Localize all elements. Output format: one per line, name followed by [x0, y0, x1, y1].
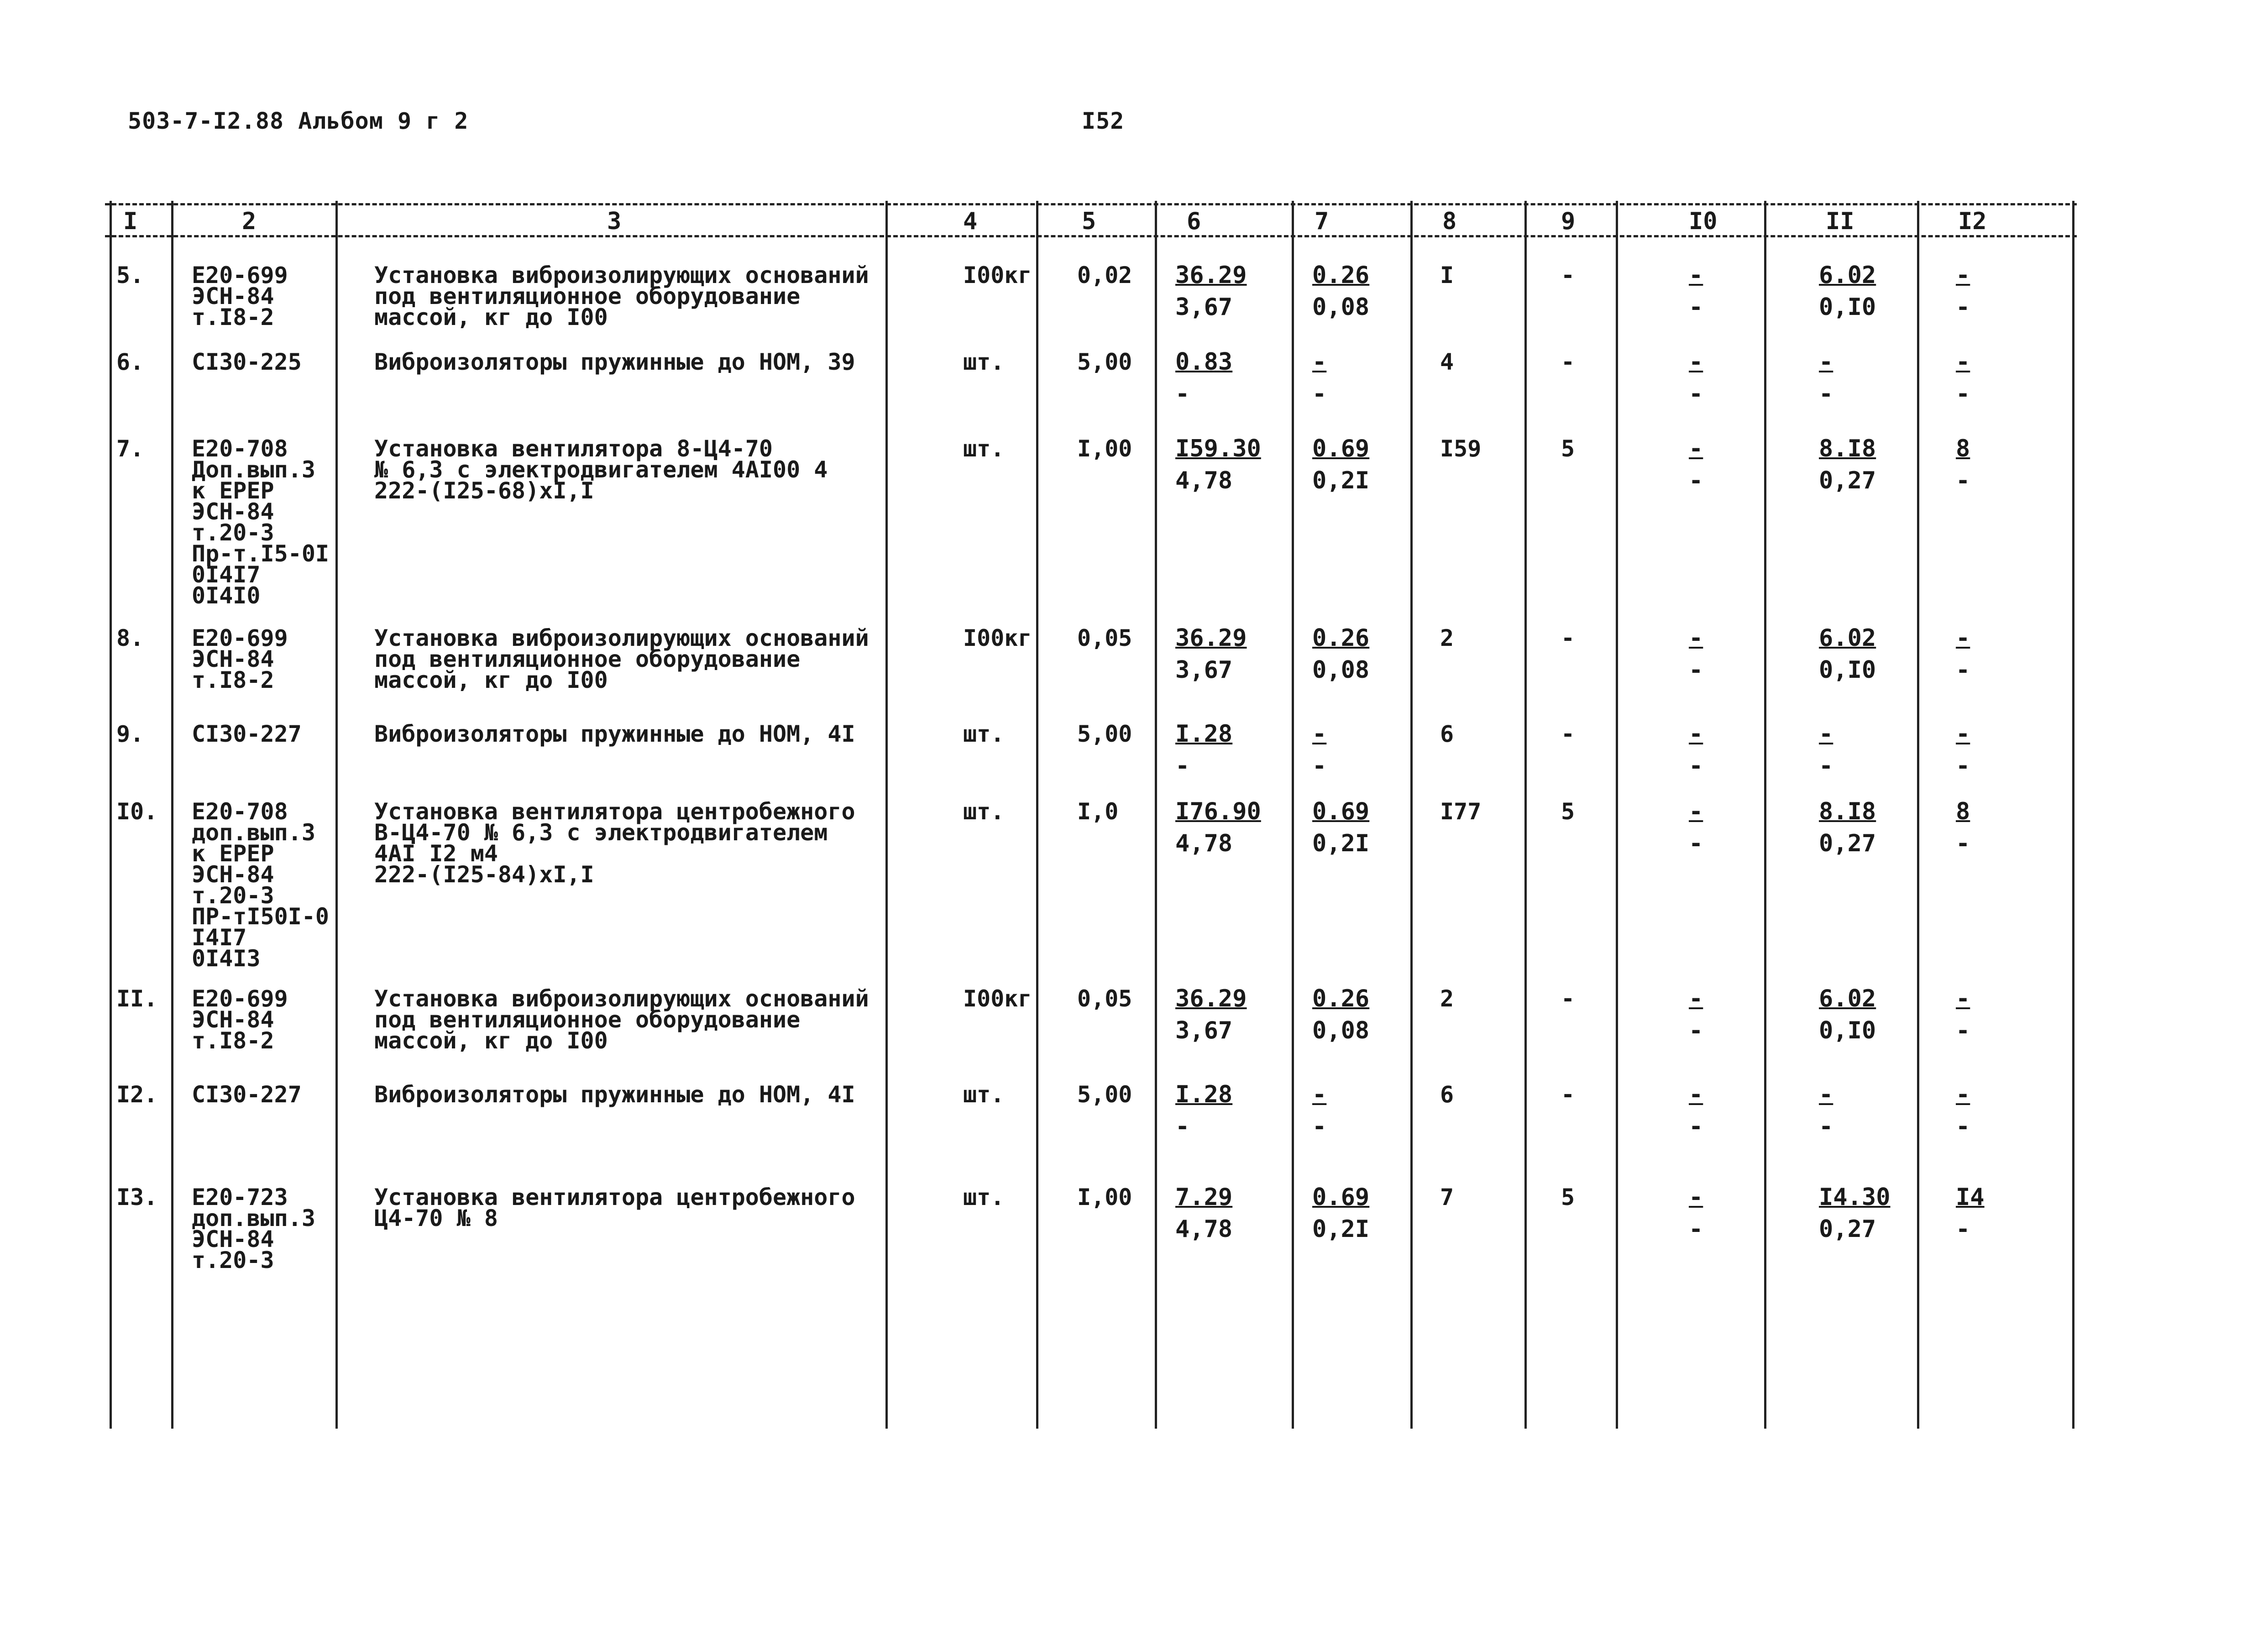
- col6-top: I59.30: [1175, 435, 1261, 462]
- column-divider: [335, 201, 338, 1429]
- col7-bottom: 0,2I: [1312, 467, 1370, 494]
- col10-top: -: [1689, 1184, 1703, 1211]
- col10-top: -: [1689, 985, 1703, 1012]
- col9-value: -: [1561, 1081, 1575, 1108]
- col6-top: 36.29: [1175, 262, 1247, 289]
- work-description: Виброизоляторы пружинные до НОМ, 4I: [374, 721, 855, 747]
- col6-top: 0.83: [1175, 348, 1233, 376]
- quantity: 5,00: [1077, 349, 1132, 375]
- col7-top: 0.69: [1312, 798, 1370, 825]
- col11-bottom: 0,27: [1819, 830, 1876, 857]
- col8-value: 7: [1440, 1184, 1454, 1210]
- col6-bottom: -: [1175, 380, 1190, 408]
- rate-code: Е20-723 доп.вып.3 ЭСН-84 т.20-3: [192, 1184, 315, 1273]
- col6-bottom: 4,78: [1175, 467, 1233, 494]
- page-number: I52: [1082, 108, 1125, 134]
- col7-top: 0.69: [1312, 435, 1370, 462]
- column-number: 9: [1561, 208, 1576, 235]
- col6-top: 36.29: [1175, 985, 1247, 1012]
- work-description: Установка виброизолирующих оснований под вентиляционное оборудование массой, кг до I00: [374, 262, 869, 330]
- row-number: I3.: [116, 1184, 158, 1210]
- quantity: 0,05: [1077, 625, 1132, 651]
- row-number: 8.: [116, 625, 144, 651]
- work-description: Виброизоляторы пружинные до НОМ, 39: [374, 349, 855, 375]
- col10-bottom: -: [1689, 1017, 1703, 1044]
- unit: шт.: [963, 1081, 1005, 1108]
- col10-top: -: [1689, 720, 1703, 748]
- column-number: 3: [607, 208, 622, 235]
- col11-top: 8.I8: [1819, 798, 1876, 825]
- col12-bottom: -: [1956, 1017, 1970, 1044]
- row-number: 6.: [116, 349, 144, 375]
- col7-top: 0.26: [1312, 262, 1370, 289]
- col11-top: 6.02: [1819, 262, 1876, 289]
- col10-top: -: [1689, 1081, 1703, 1108]
- quantity: 5,00: [1077, 1081, 1132, 1108]
- col8-value: I59: [1440, 435, 1482, 462]
- col7-bottom: -: [1312, 752, 1327, 780]
- unit: шт.: [963, 1184, 1005, 1210]
- column-divider: [1524, 201, 1527, 1429]
- col11-top: I4.30: [1819, 1184, 1891, 1211]
- work-description: Установка вентилятора 8-Ц4-70 № 6,3 с электродвигателем 4АI00 4 222-(I25-68)хI,I: [374, 435, 828, 504]
- col12-top: 8: [1956, 435, 1970, 462]
- col7-top: 0.69: [1312, 1184, 1370, 1211]
- quantity: 5,00: [1077, 721, 1132, 747]
- col11-bottom: 0,I0: [1819, 656, 1876, 684]
- work-description: Установка виброизолирующих оснований под вентиляционное оборудование массой, кг до I00: [374, 985, 869, 1054]
- rate-code: Е20-699 ЭСН-84 т.I8-2: [192, 262, 288, 330]
- col12-bottom: -: [1956, 380, 1970, 408]
- col8-value: 2: [1440, 625, 1454, 651]
- col12-top: -: [1956, 348, 1970, 376]
- col11-bottom: -: [1819, 752, 1833, 780]
- col7-top: -: [1312, 1081, 1327, 1108]
- rate-code: СI30-227: [192, 721, 302, 747]
- col6-bottom: 4,78: [1175, 830, 1233, 857]
- col6-top: 36.29: [1175, 624, 1247, 652]
- col7-bottom: 0,08: [1312, 656, 1370, 684]
- col10-bottom: -: [1689, 293, 1703, 321]
- col11-bottom: -: [1819, 380, 1833, 408]
- quantity: 0,05: [1077, 985, 1132, 1012]
- col10-top: -: [1689, 624, 1703, 652]
- work-description: Виброизоляторы пружинные до НОМ, 4I: [374, 1081, 855, 1108]
- column-number: 8: [1442, 208, 1457, 235]
- column-number: 6: [1187, 208, 1201, 235]
- column-divider: [1410, 201, 1413, 1429]
- col11-bottom: 0,27: [1819, 1215, 1876, 1243]
- column-divider: [171, 201, 173, 1429]
- column-divider: [1036, 201, 1038, 1429]
- column-divider: [1292, 201, 1294, 1429]
- column-divider: [2072, 201, 2074, 1429]
- quantity: I,0: [1077, 798, 1119, 825]
- col6-top: I.28: [1175, 1081, 1233, 1108]
- col12-top: -: [1956, 624, 1970, 652]
- col11-bottom: -: [1819, 1113, 1833, 1140]
- col10-bottom: -: [1689, 1215, 1703, 1243]
- rate-code: Е20-699 ЭСН-84 т.I8-2: [192, 625, 288, 693]
- row-number: II.: [116, 985, 158, 1012]
- col6-bottom: 3,67: [1175, 293, 1233, 321]
- column-number: 2: [242, 208, 257, 235]
- col7-top: -: [1312, 348, 1327, 376]
- col10-top: -: [1689, 798, 1703, 825]
- col12-bottom: -: [1956, 656, 1970, 684]
- row-number: 7.: [116, 435, 144, 462]
- unit: шт.: [963, 798, 1005, 825]
- col7-bottom: 0,2I: [1312, 830, 1370, 857]
- column-number: 5: [1082, 208, 1096, 235]
- row-number: 5.: [116, 262, 144, 288]
- column-number: 7: [1315, 208, 1329, 235]
- rate-code: Е20-708 доп.вып.3 к ЕРЕР ЭСН-84 т.20-3 ПР-тI50I-0 I4I7 0I4I3: [192, 798, 330, 972]
- col9-value: -: [1561, 349, 1575, 375]
- col11-bottom: 0,27: [1819, 467, 1876, 494]
- table-top-rule: [105, 203, 2077, 205]
- col12-top: -: [1956, 720, 1970, 748]
- col8-value: 6: [1440, 1081, 1454, 1108]
- col11-top: 8.I8: [1819, 435, 1876, 462]
- row-number: 9.: [116, 721, 144, 747]
- column-divider: [1616, 201, 1618, 1429]
- col11-top: -: [1819, 348, 1833, 376]
- col12-bottom: -: [1956, 467, 1970, 494]
- work-description: Установка виброизолирующих оснований под вентиляционное оборудование массой, кг до I00: [374, 625, 869, 693]
- col7-bottom: -: [1312, 380, 1327, 408]
- col7-bottom: 0,2I: [1312, 1215, 1370, 1243]
- unit: шт.: [963, 721, 1005, 747]
- col6-bottom: -: [1175, 752, 1190, 780]
- col8-value: 6: [1440, 721, 1454, 747]
- work-description: Установка вентилятора центробежного Ц4-70 № 8: [374, 1184, 855, 1231]
- col12-top: -: [1956, 1081, 1970, 1108]
- col11-top: 6.02: [1819, 624, 1876, 652]
- col10-top: -: [1689, 262, 1703, 289]
- column-number: I0: [1689, 208, 1718, 235]
- column-number: I2: [1958, 208, 1987, 235]
- rate-code: Е20-708 Доп.вып.3 к ЕРЕР ЭСН-84 т.20-3 Пр-т.I5-0I 0I4I7 0I4I0: [192, 435, 330, 609]
- unit: I00кг: [963, 625, 1032, 651]
- col9-value: 5: [1561, 435, 1575, 462]
- quantity: 0,02: [1077, 262, 1132, 288]
- col10-top: -: [1689, 348, 1703, 376]
- col8-value: I: [1440, 262, 1454, 288]
- col8-value: I77: [1440, 798, 1482, 825]
- col7-top: 0.26: [1312, 985, 1370, 1012]
- col10-bottom: -: [1689, 1113, 1703, 1140]
- col11-top: -: [1819, 1081, 1833, 1108]
- unit: I00кг: [963, 262, 1032, 288]
- row-number: I0.: [116, 798, 158, 825]
- col12-top: -: [1956, 262, 1970, 289]
- col7-bottom: 0,08: [1312, 1017, 1370, 1044]
- col10-bottom: -: [1689, 752, 1703, 780]
- col12-bottom: -: [1956, 830, 1970, 857]
- col10-bottom: -: [1689, 467, 1703, 494]
- col11-top: -: [1819, 720, 1833, 748]
- col12-bottom: -: [1956, 752, 1970, 780]
- col7-top: -: [1312, 720, 1327, 748]
- col10-top: -: [1689, 435, 1703, 462]
- col11-bottom: 0,I0: [1819, 1017, 1876, 1044]
- work-description: Установка вентилятора центробежного В-Ц4-70 № 6,3 с электродвигателем 4АI I2 м4 222-(I25-84)хI,I: [374, 798, 855, 888]
- col6-bottom: 4,78: [1175, 1215, 1233, 1243]
- unit: шт.: [963, 349, 1005, 375]
- rate-code: СI30-225: [192, 349, 302, 375]
- column-divider: [1764, 201, 1766, 1429]
- quantity: I,00: [1077, 1184, 1132, 1210]
- col9-value: 5: [1561, 798, 1575, 825]
- col6-bottom: 3,67: [1175, 656, 1233, 684]
- col6-top: I.28: [1175, 720, 1233, 748]
- col9-value: -: [1561, 721, 1575, 747]
- column-divider: [110, 201, 112, 1429]
- col6-bottom: -: [1175, 1113, 1190, 1140]
- row-number: I2.: [116, 1081, 158, 1108]
- col10-bottom: -: [1689, 656, 1703, 684]
- col12-top: 8: [1956, 798, 1970, 825]
- col8-value: 4: [1440, 349, 1454, 375]
- col8-value: 2: [1440, 985, 1454, 1012]
- col12-bottom: -: [1956, 1215, 1970, 1243]
- column-number-rule: [105, 235, 2077, 237]
- unit: I00кг: [963, 985, 1032, 1012]
- col6-top: I76.90: [1175, 798, 1261, 825]
- col9-value: -: [1561, 625, 1575, 651]
- col12-top: I4: [1956, 1184, 1985, 1211]
- column-divider: [1155, 201, 1157, 1429]
- col7-top: 0.26: [1312, 624, 1370, 652]
- col11-top: 6.02: [1819, 985, 1876, 1012]
- col11-bottom: 0,I0: [1819, 293, 1876, 321]
- col12-bottom: -: [1956, 1113, 1970, 1140]
- column-number: 4: [963, 208, 978, 235]
- col9-value: -: [1561, 985, 1575, 1012]
- col7-bottom: -: [1312, 1113, 1327, 1140]
- column-number: I: [123, 208, 138, 235]
- col7-bottom: 0,08: [1312, 293, 1370, 321]
- col12-bottom: -: [1956, 293, 1970, 321]
- rate-code: СI30-227: [192, 1081, 302, 1108]
- col10-bottom: -: [1689, 830, 1703, 857]
- rate-code: Е20-699 ЭСН-84 т.I8-2: [192, 985, 288, 1054]
- col6-top: 7.29: [1175, 1184, 1233, 1211]
- col6-bottom: 3,67: [1175, 1017, 1233, 1044]
- column-divider: [1917, 201, 1919, 1429]
- document-code: 503-7-I2.88 Альбом 9 г 2: [128, 108, 469, 134]
- unit: шт.: [963, 435, 1005, 462]
- col10-bottom: -: [1689, 380, 1703, 408]
- quantity: I,00: [1077, 435, 1132, 462]
- column-number: II: [1826, 208, 1854, 235]
- col9-value: -: [1561, 262, 1575, 288]
- col12-top: -: [1956, 985, 1970, 1012]
- column-divider: [885, 201, 888, 1429]
- col9-value: 5: [1561, 1184, 1575, 1210]
